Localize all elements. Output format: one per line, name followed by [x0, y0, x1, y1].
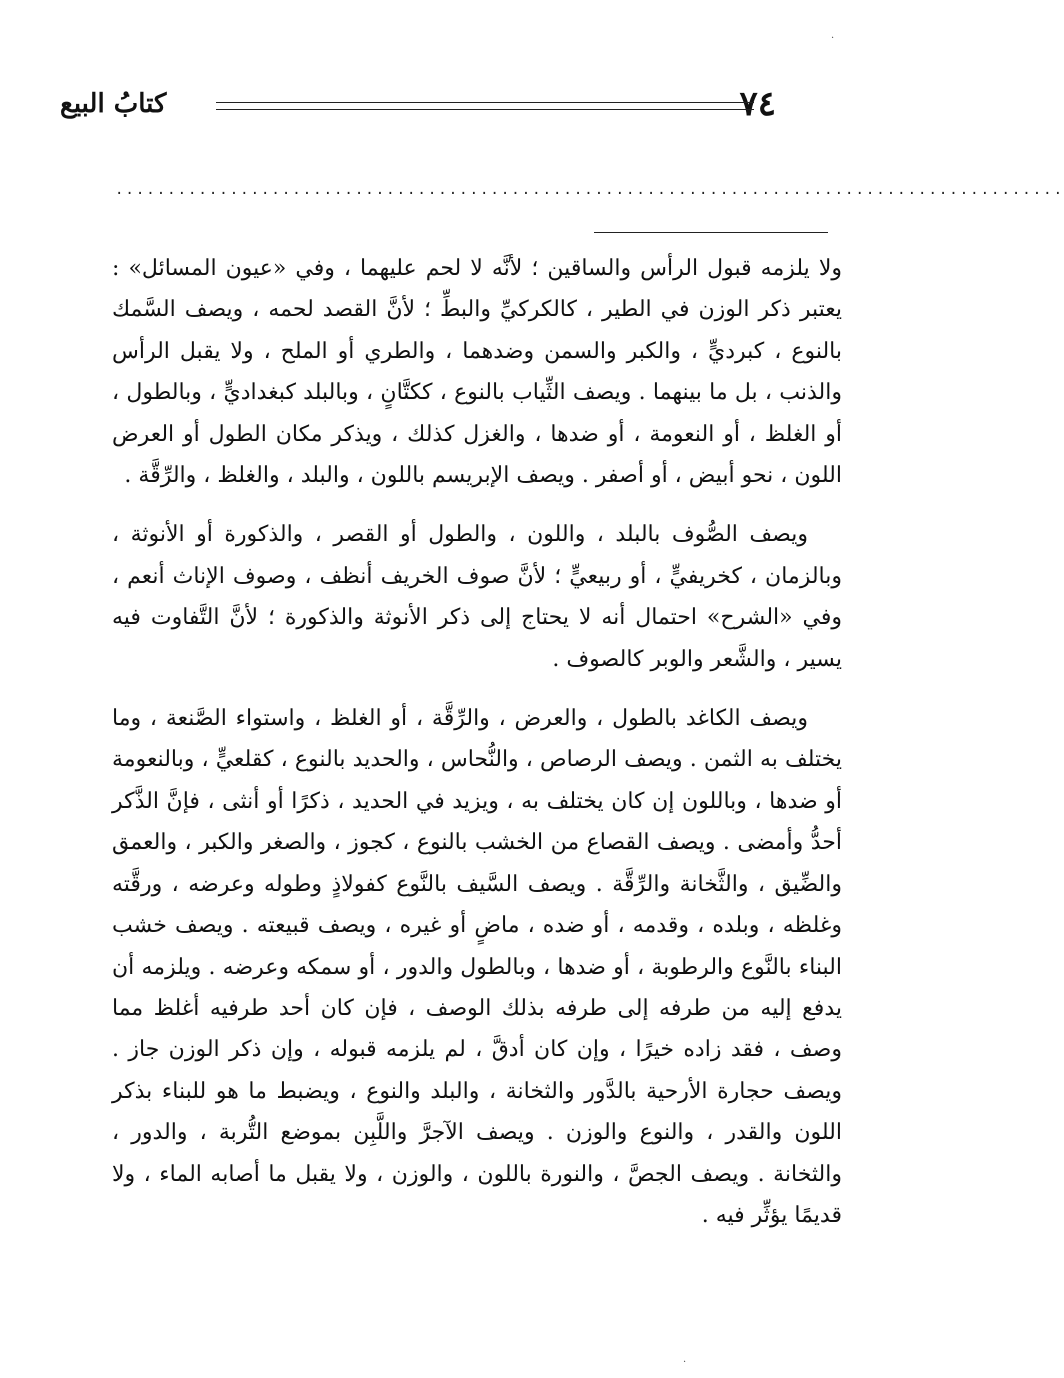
- dotted-separator: ...........................................................................................: [115, 182, 1064, 198]
- paragraph-wool: ويصف الصُّوف بالبلد ، واللون ، والطول أو القصر ، والذكورة أو الأنوثة ، وبالزمان ، كخريفيٍّ ، أو ربيعيٍّ ؛ لأنَّ صوف الخريف أنظف ، وصوف الإناث أنعم ، وفي «الشرح» احتمال أنه لا يحتاج إلى ذكر الأنوثة والذكورة ؛ لأنَّ التَّفاوت فيه يسير ، والشَّعر والوبر كالصوف .: [112, 522, 842, 672]
- paragraph-birds-fish-cloth: ولا يلزمه قبول الرأس والساقين ؛ لأنَّه لا لحم عليهما ، وفي «عيون المسائل» : يعتبر ذكر الوزن في الطير ، كالكركيِّ والبطِّ ؛ لأنَّ القصد لحمه ، ويصف السَّمك بالنوع ، كبرديٍّ ، والكبر والسمن وضدهما ، والطري أو الملح ، ولا يقبل الرأس والذنب ، بل ما بينهما . ويصف الثِّياب بالنوع ، ككتَّانٍ ، وبالبلد كبغداديٍّ ، وبالطول ، أو الغلظ ، أو النعومة ، أو ضدها ، والغزل كذلك ، ويذكر مكان الطول أو العرض اللون ، نحو أبيض ، أو أصفر . ويصف الإبريسم باللون ، والبلد ، والغلظ ، والرِّقَّة .: [112, 256, 842, 489]
- page-number: ٧٤: [739, 84, 776, 124]
- scan-speck: ·: [683, 1357, 687, 1368]
- footnote-style-rule: [594, 232, 828, 233]
- scan-speck: ·: [831, 33, 835, 44]
- body-text: [112, 248, 842, 1254]
- running-title: كتابُ البيع: [60, 89, 167, 119]
- page-header: [60, 84, 776, 132]
- header-rule: [216, 102, 754, 110]
- paragraph-paper-metals-wood: ويصف الكاغد بالطول ، والعرض ، والرِّقَّة ، أو الغلظ ، واستواء الصَّنعة ، وما يختلف به الثمن . ويصف الرصاص ، والنُّحاس ، والحديد بالنوع ، كقلعيٍّ ، وبالنعومة أو ضدها ، وباللون إن كان يختلف به ، ويزيد في الحديد ، ذكرًا أو أنثى ، فإنَّ الذَّكر أحدُّ وأمضى . ويصف القصاع من الخشب بالنوع ، كجوز ، والصغر والكبر ، والعمق والضِّيق ، والثَّخانة والرِّقَّة . ويصف السَّيف بالنَّوع كفولاذٍ وطوله وعرضه ، ورقَّته وغلظه ، وبلده ، وقدمه ، أو ضده ، ماضٍ أو غيره ، ويصف قبيعته . ويصف خشب البناء بالنَّوع والرطوبة ، أو ضدها ، وبالطول والدور ، أو سمكه وعرضه . ويلزمه أن يدفع إليه من طرفه إلى طرفه بذلك الوصف ، فإن كان أحد طرفيه أغلظ مما وصف ، فقد زاده خيرًا ، وإن كان أدقَّ ، لم يلزمه قبوله ، وإن ذكر الوزن جاز . ويصف حجارة الأرحية بالدَّور والثخانة ، والبلد والنوع ، ويضبط ما هو للبناء بذكر اللون والقدر ، والنوع والوزن . ويصف الآجرَّ واللَّبِن بموضع التُّربة ، والدور ، والثخانة . ويصف الجصَّ ، والنورة باللون ، والوزن ، ولا يقبل ما أصابه الماء ، ولا قديمًا يؤثِّر فيه .: [112, 706, 842, 1228]
